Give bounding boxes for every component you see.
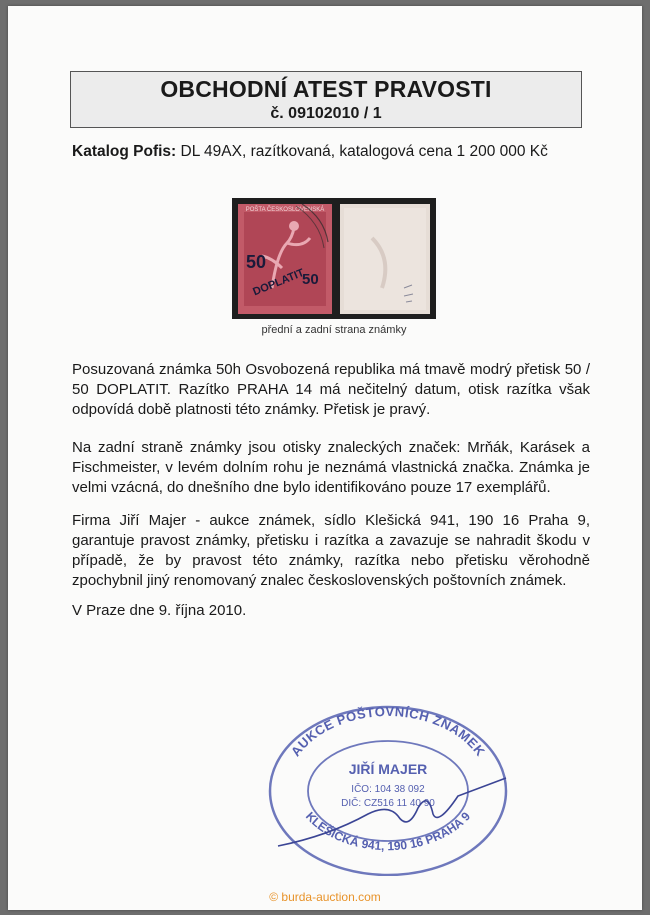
catalog-text: DL 49AX, razítkovaná, katalogová cena 1 200 000 Kč bbox=[180, 143, 548, 160]
stamp-front bbox=[238, 204, 332, 314]
catalog-label: Katalog Pofis: bbox=[72, 143, 177, 160]
company-seal bbox=[258, 696, 518, 876]
paragraph-back-marks: Na zadní straně známky jsou otisky znaleckých značek: Mrňák, Karásek a Fischmeister, v levém dolním rohu je neznámá vlastnická značka. Známka je velmi vzácná, do dnešního dne bylo identifikováno pouze 17 exemplářů. bbox=[72, 439, 590, 496]
paragraph-guarantee: Firma Jiří Majer - aukce známek, sídlo Klešická 941, 190 16 Praha 9, garantuje pravost známky, přetisku i razítka a zavazuje se nahradit škodu v případě, že by pravost této známky, razítka nebo přetisku věrohodně zpochybnil jiný renomovaný znalec československých poštovních známek. bbox=[72, 512, 590, 589]
seal-ring-top: AUKCE POŠTOVNÍCH ZNÁMEK bbox=[287, 703, 489, 760]
footer-copyright: © burda-auction.com bbox=[269, 890, 381, 904]
seal-ico: IČO: 104 38 092 bbox=[351, 784, 425, 795]
stamp-front-top-text: POŠTA ČESKOSLOVENSKÁ bbox=[245, 207, 325, 213]
stamp-photo-graphic bbox=[232, 198, 436, 319]
paragraph-description: Posuzovaná známka 50h Osvobozená republika má tmavě modrý přetisk 50 / 50 DOPLATIT. Razítko PRAHA 14 má nečitelný datum, otisk razítka však odpovídá době platnosti této známky. Přetisk je pravý. bbox=[72, 361, 590, 418]
seal-graphic bbox=[258, 696, 518, 876]
stamp-photo bbox=[232, 198, 436, 319]
stamp-caption: přední a zadní strana známky bbox=[261, 324, 407, 336]
paragraph-date: V Praze dne 9. října 2010. bbox=[72, 602, 247, 619]
seal-ring-bottom: KLEŠICKÁ 941, 190 16 PRAHA 9 bbox=[302, 809, 474, 854]
overprint-left-value: 50 bbox=[246, 252, 267, 272]
certificate-number: č. 09102010 / 1 bbox=[270, 105, 382, 122]
stamp-back bbox=[340, 204, 430, 314]
certificate-title: OBCHODNÍ ATEST PRAVOSTI bbox=[160, 76, 492, 102]
title-box bbox=[70, 71, 582, 128]
seal-dic: DIČ: CZ516 11 40 90 bbox=[341, 798, 435, 809]
catalog-line bbox=[72, 143, 548, 161]
seal-name: JIŘÍ MAJER bbox=[348, 761, 428, 777]
overprint-right-value: 50 bbox=[302, 271, 319, 288]
overprint-word: DOPLATIT bbox=[251, 266, 306, 299]
certificate-sheet bbox=[8, 6, 642, 910]
